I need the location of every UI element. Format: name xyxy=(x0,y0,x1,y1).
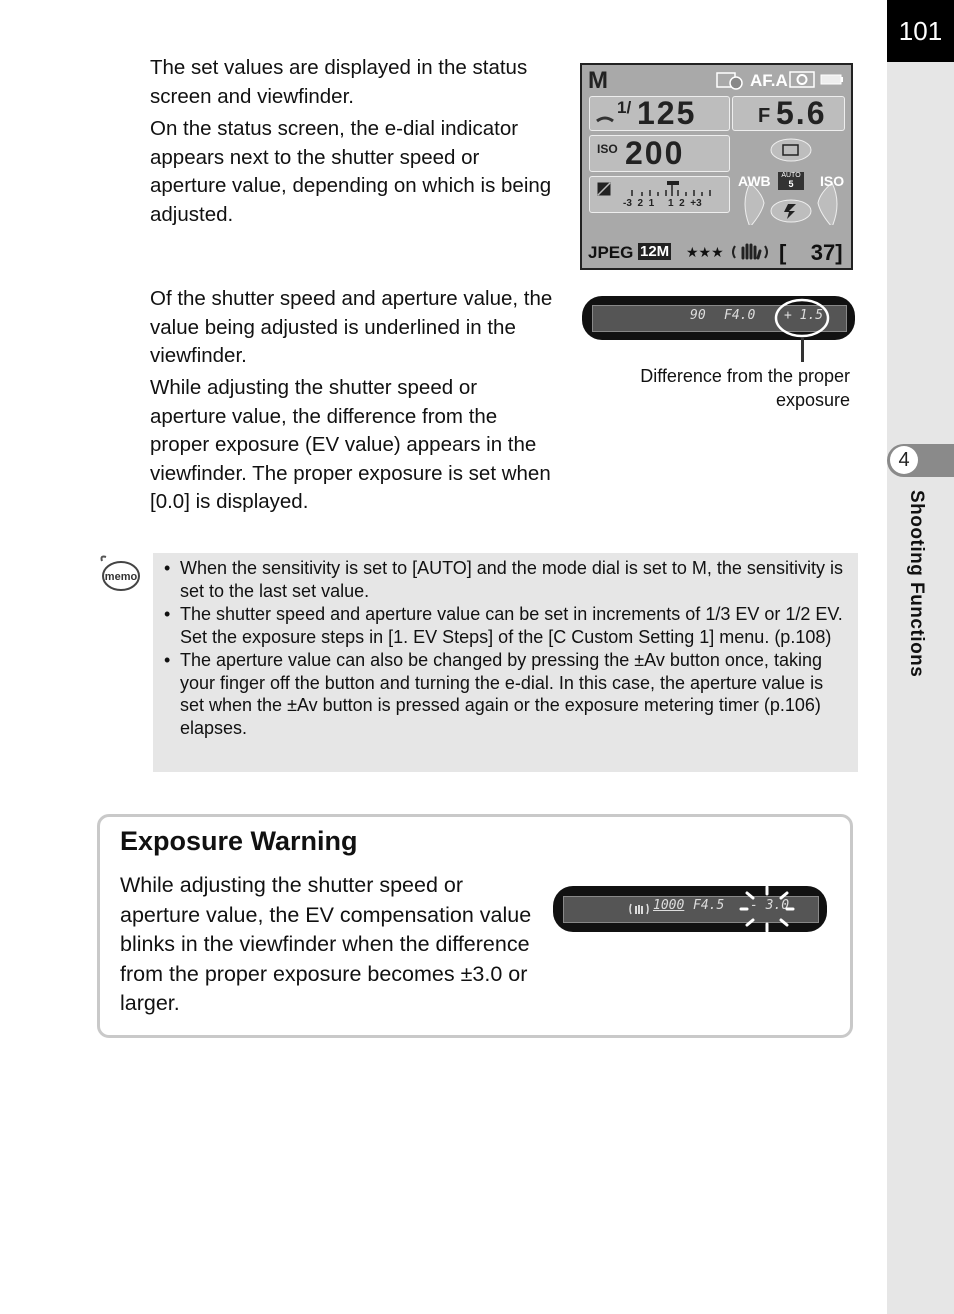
exposure-compensation-icon xyxy=(597,182,611,196)
aperture-box xyxy=(732,96,845,131)
quality-stars: ★★★ xyxy=(686,244,724,260)
shake-reduction-icon xyxy=(731,242,769,262)
exposure-warning-body: While adjusting the shutter speed or aperture value, the EV compensation value blinks in the viewfinder when the difference from the proper exposure becomes ±3.0 or larger. xyxy=(120,873,532,1015)
aperture-value: 5.6 xyxy=(776,95,827,131)
page-number: 101 xyxy=(887,0,954,62)
ev-highlight-circle xyxy=(772,297,832,339)
paragraph-e-dial-indicator: On the status screen, the e-dial indicator appears next to the shutter speed or aperture value, depending on which is being adjusted. xyxy=(150,117,552,226)
iso-value: 200 xyxy=(625,135,685,171)
ev-scale-box xyxy=(589,176,730,213)
viewfinder-aperture: F4.0 xyxy=(724,308,756,323)
memo-list xyxy=(162,557,852,740)
callout-line xyxy=(801,338,804,362)
paragraph-status-values: The set values are displayed in the status screen and viewfinder. xyxy=(150,56,528,108)
memo-icon xyxy=(98,555,142,595)
af-mode-label: AF.A xyxy=(750,71,788,90)
iso-label: ISO xyxy=(597,142,618,156)
viewfinder-caption: Difference from the proper exposure xyxy=(640,366,850,410)
memo-item: • When the sensitivity is set to [AUTO] and the mode dial is set to M, the sensitivity is set to the last set value. xyxy=(162,557,852,602)
file-format: JPEG xyxy=(588,243,634,262)
status-screen-illustration xyxy=(580,63,853,270)
viewfinder-display-1 xyxy=(582,296,855,340)
viewfinder-shutter: 1000 xyxy=(653,898,685,913)
ev-scale-ticks xyxy=(630,180,714,198)
exposure-warning-title: Exposure Warning xyxy=(120,826,358,856)
e-dial-icon xyxy=(595,113,615,125)
viewfinder-display-2 xyxy=(553,886,827,932)
shutter-prefix: 1/ xyxy=(617,98,632,117)
viewfinder-ev: + 1.5 xyxy=(784,308,824,323)
paragraph-ev-difference: While adjusting the shutter speed or aperture value, the difference from the proper exposure (EV value) appears in the viewfinder. The proper exposure is set when [0.0] is displayed. xyxy=(150,376,551,513)
chapter-number: 4 xyxy=(890,446,918,474)
iso-box xyxy=(589,135,730,172)
viewfinder-shutter: 90 xyxy=(690,308,706,323)
iso-side-label: ISO xyxy=(820,173,845,189)
memo-item: • The aperture value can also be changed by pressing the ±Av button once, taking your finger off the button and turning the e-dial. In this case, the aperture value is set when the ±Av button is pressed again or the exposure metering timer (p.106) elapses. xyxy=(162,649,852,739)
shake-reduction-icon xyxy=(629,902,649,916)
mode-indicator: M xyxy=(588,67,608,94)
battery-icon xyxy=(820,74,844,86)
metering-icon xyxy=(789,71,817,89)
auto-iso-badge xyxy=(778,172,804,190)
auto-iso-number: 5 xyxy=(788,179,794,189)
remaining-shots: [ 37] xyxy=(779,240,843,265)
chapter-title: Shooting Functions xyxy=(906,490,927,678)
ev-scale-labels: -3 2 1 1 2 +3 xyxy=(623,198,702,209)
paragraph-underlined-value: Of the shutter speed and aperture value, the value being adjusted is underlined in the viewfinder. xyxy=(150,287,553,367)
awb-label: AWB xyxy=(738,173,771,189)
shutter-box xyxy=(589,96,730,131)
viewfinder-aperture: F4.5 xyxy=(693,898,725,913)
aperture-prefix: F xyxy=(758,105,771,127)
blink-rays-icon xyxy=(739,884,795,934)
memo-item: • The shutter speed and aperture value can be set in increments of 1/3 EV or 1/2 EV. Set the exposure steps in [1. EV Steps] of the [C Custom Setting 1] menu. (p.108) xyxy=(162,603,852,648)
memo-icon-label: memo xyxy=(104,571,138,583)
shutter-value: 125 xyxy=(637,95,697,131)
resolution-badge: 12M xyxy=(640,243,670,260)
auto-iso-label: AUTO xyxy=(781,172,801,179)
viewfinder-ev-blinking: - 3.0 xyxy=(750,898,790,913)
drive-mode-icon xyxy=(716,71,744,91)
